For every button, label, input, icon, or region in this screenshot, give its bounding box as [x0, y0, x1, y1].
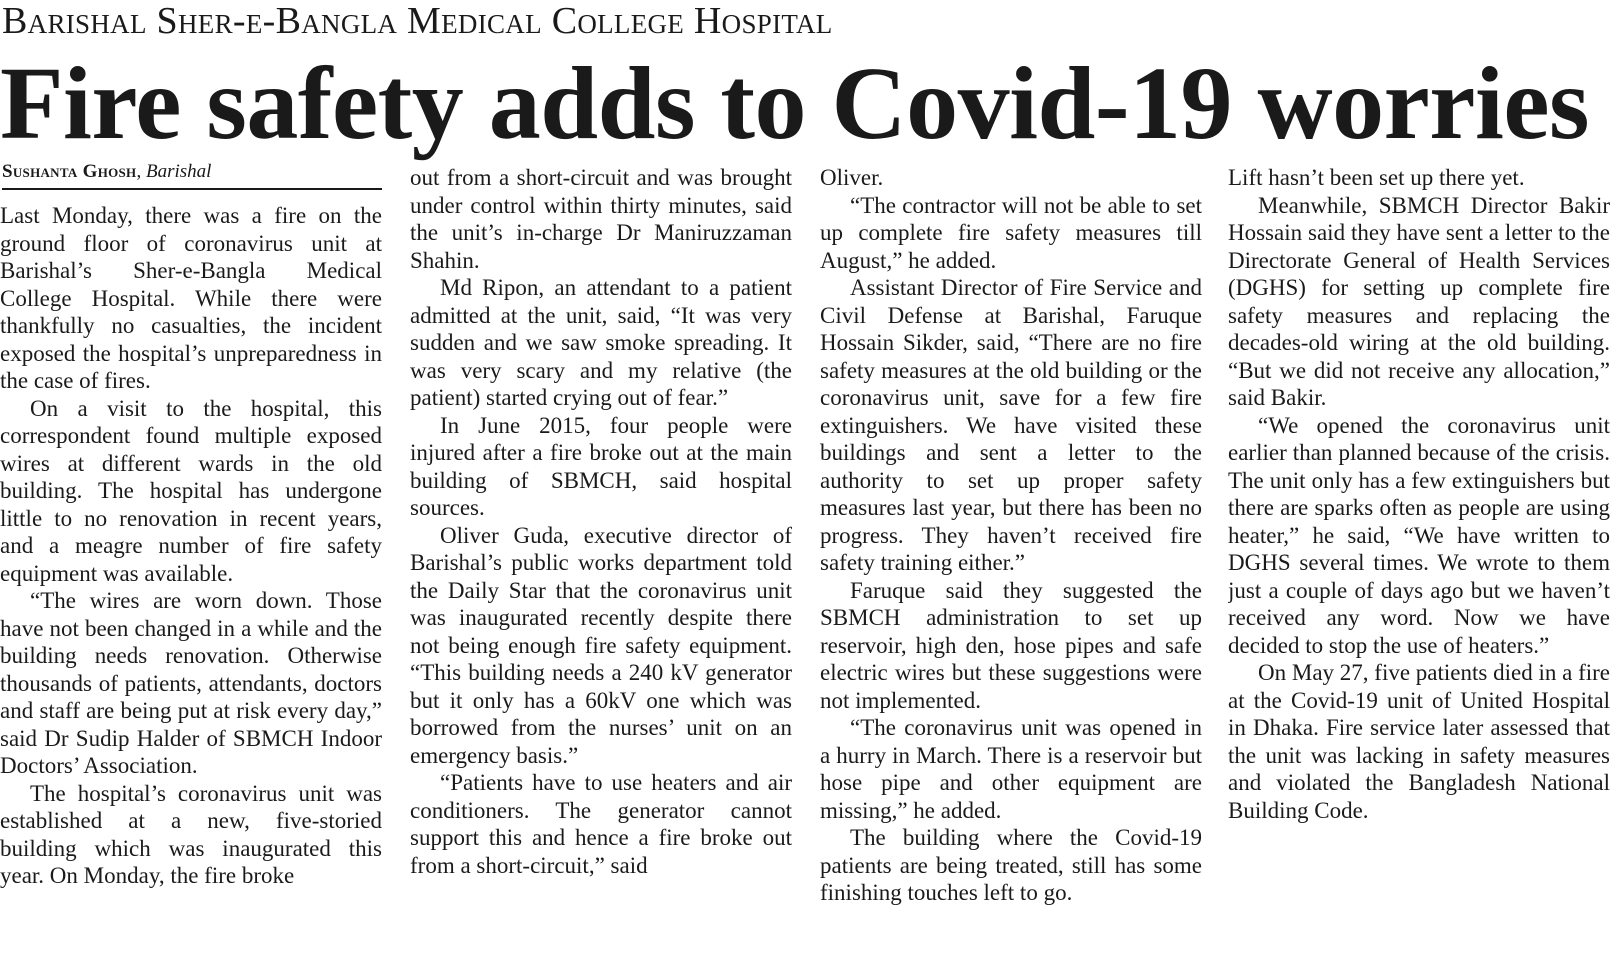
paragraph: Oliver Guda, executive director of Barishal’s public works department told the Daily Star that the coronavirus unit was inaugurated recently despite there not being enough fire safety equipment. “This building needs a 240 kV generator but it only has a 60kV one which was borrowed from the nurses’ unit on an emergency basis.” [410, 522, 792, 768]
paragraph: The building where the Covid-19 patients are being treated, still has some finishing touches left to go. [820, 825, 1202, 905]
byline-author: Sushanta Ghosh [2, 161, 137, 182]
paragraph: out from a short-circuit and was brought under control within thirty minutes, said the unit’s in-charge Dr Maniruzzaman Shahin. [410, 165, 792, 273]
paragraph: “We opened the coronavirus unit earlier than planned because of the crisis. The unit only has a few extinguishers but there are sparks often as people are using heater,” he said, “We have written to DGHS several times. We wrote to them just a couple of days ago but we haven’t received any word. Now we have decided to stop the use of heaters.” [1228, 412, 1610, 658]
article-column-2 [410, 164, 792, 950]
paragraph: Faruque said they suggested the SBMCH administration to set up reservoir, high den, hose pipes and safe electric wires but these suggestions were not implemented. [820, 577, 1202, 713]
paragraph: The hospital’s coronavirus unit was established at a new, five-storied building which was inaugurated this year. On Monday, the fire broke [0, 780, 382, 888]
paragraph: Oliver. [820, 165, 884, 190]
byline-separator: , [136, 161, 146, 182]
article-column-1 [0, 202, 382, 950]
paragraph: Md Ripon, an attendant to a patient admitted at the unit, said, “It was very sudden and we saw smoke spreading. It was very scary and my relative (the patient) started crying out of fear.” [410, 275, 792, 410]
paragraph: “The contractor will not be able to set up complete fire safety measures till August,” he added. [820, 192, 1202, 273]
article-column-4 [1228, 164, 1610, 950]
paragraph: “The wires are worn down. Those have not been changed in a while and the building needs renovation. Otherwise thousands of patients, attendants, doctors and staff are being put at risk every day,” said Dr Sudip Halder of SBMCH Indoor Doctors’ Association. [0, 588, 382, 778]
article-headline: Fire safety adds to Covid-19 worries [0, 46, 1589, 161]
paragraph: Lift hasn’t been set up there yet. [1228, 165, 1525, 190]
paragraph: Last Monday, there was a fire on the ground floor of coronavirus unit at Barishal’s Sher-e-Bangla Medical College Hospital. While there were thankfully no casualties, the incident exposed the hospital’s unpreparedness in the case of fires. [0, 203, 382, 393]
paragraph: In June 2015, four people were injured after a fire broke out at the main building of SBMCH, said hospital sources. [410, 412, 792, 520]
article-kicker: Barishal Sher-e-Bangla Medical College Hospital [2, 0, 833, 42]
byline-location: Barishal [145, 161, 212, 182]
paragraph: Meanwhile, SBMCH Director Bakir Hossain said they have sent a letter to the Directorate General of Health Services (DGHS) for setting up complete fire safety measures and replacing the decades-old wiring at the old building. “But we did not receive any allocation,” said Bakir. [1228, 192, 1610, 410]
paragraph: Assistant Director of Fire Service and Civil Defense at Barishal, Faruque Hossain Sikder, said, “There are no fire safety measures at the old building or the coronavirus unit, save for a few fire extinguishers. We have visited these buildings and sent a letter to the authority to set up proper safety measures last year, but there has been no progress. They haven’t received fire safety training either.” [820, 275, 1202, 575]
byline [2, 160, 382, 190]
paragraph: “The coronavirus unit was opened in a hurry in March. There is a reservoir but hose pipe and other equipment are missing,” he added. [820, 715, 1202, 823]
paragraph: On May 27, five patients died in a fire at the Covid-19 unit of United Hospital in Dhaka. Fire service later assessed that the unit was lacking in safety measures and violated the Bangladesh National Building Code. [1228, 660, 1610, 823]
article-column-3 [820, 164, 1202, 950]
paragraph: “Patients have to use heaters and air conditioners. The generator cannot support this and hence a fire broke out from a short-circuit,” said [410, 770, 792, 878]
paragraph: On a visit to the hospital, this correspondent found multiple exposed wires at different wards in the old building. The hospital has undergone little to no renovation in recent years, and a meagre number of fire safety equipment was available. [0, 395, 382, 586]
